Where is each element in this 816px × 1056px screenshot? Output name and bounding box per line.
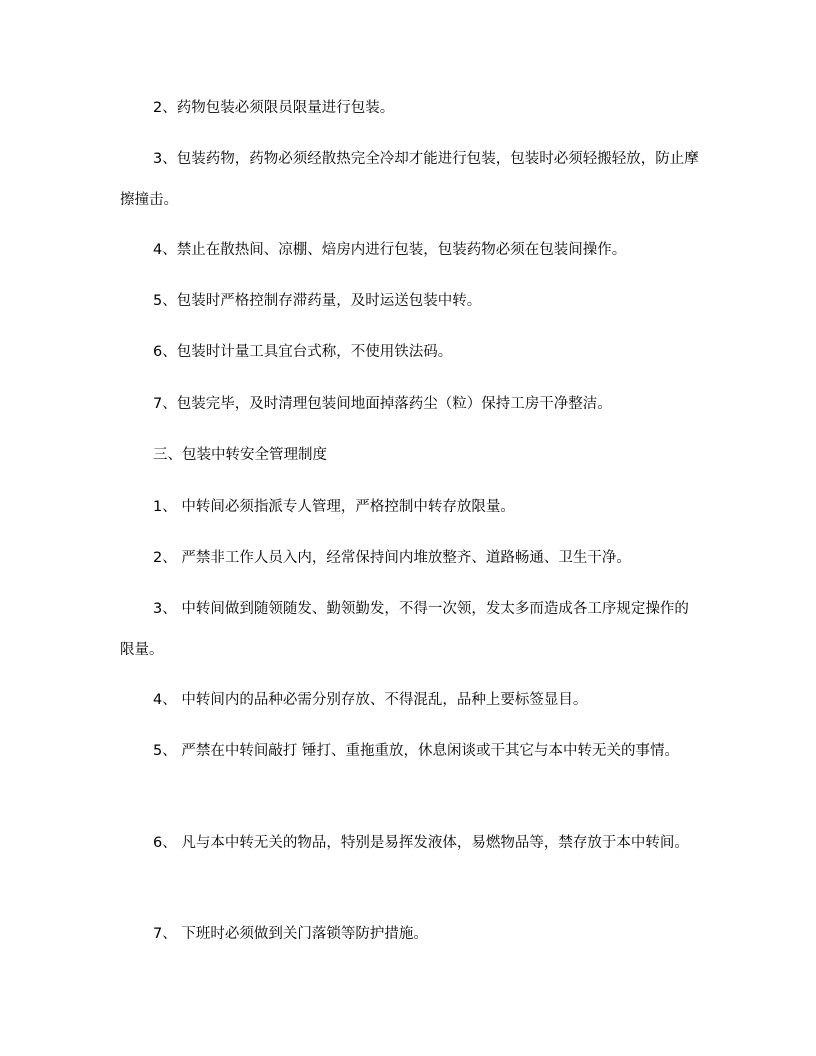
item-text: 中转间内的品种必需分别存放、不得混乱，品种上要标签显目。: [181, 692, 588, 708]
list-item: [120, 487, 700, 528]
item-number: 7: [153, 396, 163, 412]
item-number: 6: [153, 344, 163, 360]
list-item: [120, 88, 700, 129]
item-text: 严禁非工作人员入内，经常保持间内堆放整齐、道路畅通、卫生干净。: [181, 550, 631, 566]
item-number: 4: [153, 692, 163, 708]
item-number: 5: [153, 743, 163, 759]
item-number: 4: [153, 242, 163, 258]
item-separator: 、: [162, 396, 177, 412]
item-separator: 、: [162, 499, 182, 515]
list-item: [120, 332, 700, 373]
item-text: 严禁在中转间敲打 锤打、重拖重放，休息闲谈或干其它与本中转无关的事情。: [181, 743, 679, 759]
item-text: 中转间必须指派专人管理，严格控制中转存放限量。: [181, 499, 515, 515]
list-item: [120, 384, 700, 425]
list-item: [120, 538, 700, 579]
item-text: 中转间做到随领随发、勤领勤发，不得一次领，发太多而造成各工序规定操作的限量。: [120, 601, 689, 658]
item-separator: 、: [162, 344, 177, 360]
list-item: [120, 680, 700, 721]
item-number: 2: [153, 550, 163, 566]
item-text: 下班时必须做到关门落锁等防护措施。: [181, 926, 428, 942]
item-separator: 、: [162, 151, 177, 167]
item-text: 包装药物，药物必须经散热完全冷却才能进行包装，包装时必须轻搬轻放，防止摩擦撞击。: [120, 151, 699, 208]
list-item: [120, 589, 700, 670]
item-separator: 、: [162, 743, 182, 759]
list-item: [120, 230, 700, 271]
section-heading: 三、包装中转安全管理制度: [153, 447, 327, 463]
item-text: 包装完毕，及时清理包装间地面掉落药尘（粒）保持工房干净整洁。: [176, 396, 612, 412]
item-text: 禁止在散热间、凉棚、焙房内进行包装，包装药物必须在包装间操作。: [176, 242, 627, 258]
item-separator: 、: [162, 100, 177, 116]
item-separator: 、: [162, 926, 182, 942]
list-item: [120, 914, 700, 955]
item-separator: 、: [162, 601, 182, 617]
item-number: 2: [153, 100, 163, 116]
item-text: 包装时严格控制存滞药量，及时运送包装中转。: [176, 293, 482, 309]
item-text: 药物包装必须限员限量进行包装。: [176, 100, 395, 116]
list-item: [120, 139, 700, 220]
item-number: 7: [153, 926, 163, 942]
item-number: 1: [153, 499, 163, 515]
item-separator: 、: [162, 550, 182, 566]
list-item: [120, 823, 700, 864]
item-separator: 、: [162, 242, 177, 258]
list-item: [120, 731, 700, 772]
item-text: 包装时计量工具宜台式称，不使用铁法码。: [176, 344, 453, 360]
list-item: [120, 281, 700, 322]
item-separator: 、: [162, 293, 177, 309]
item-separator: 、: [162, 692, 182, 708]
item-number: 5: [153, 293, 163, 309]
item-text: 凡与本中转无关的物品，特别是易挥发液体，易燃物品等，禁存放于本中转间。: [181, 835, 689, 851]
item-number: 6: [153, 835, 163, 851]
item-number: 3: [153, 151, 163, 167]
item-number: 3: [153, 601, 163, 617]
item-separator: 、: [162, 835, 182, 851]
